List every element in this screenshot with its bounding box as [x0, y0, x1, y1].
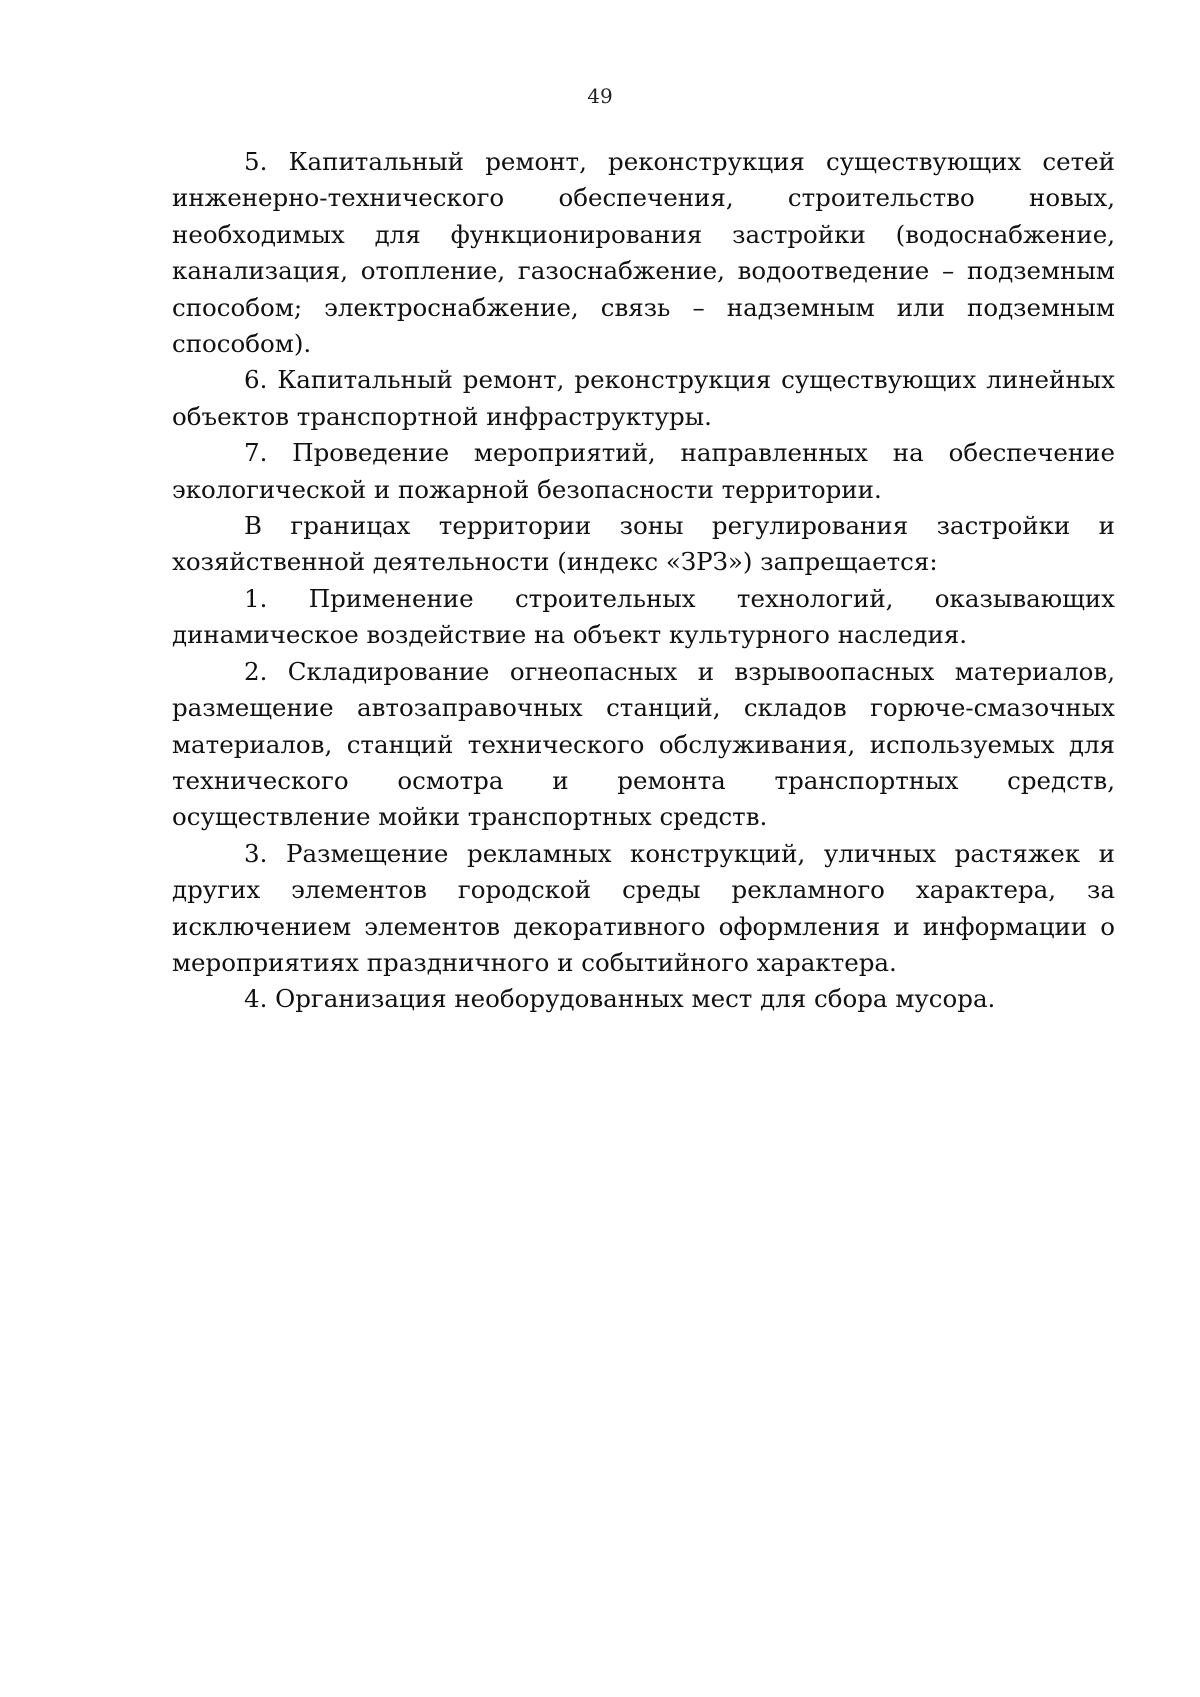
- paragraph-item-5: 5. Капитальный ремонт, реконструкция существующих сетей инженерно-технического обеспечения, строительство новых, необходимых для функционирования застройки (водоснабжение, канализация, отопление, газоснабжение, водоотведение – подземным способом; электроснабжение, связь – надземным или подземным способом).: [172, 147, 1115, 359]
- paragraph-item-6: 6. Капитальный ремонт, реконструкция существующих линейных объектов транспортной инфраструктуры.: [172, 365, 1115, 431]
- paragraph-prohibited-2: 2. Складирование огнеопасных и взрывоопасных материалов, размещение автозаправочных станций, складов горюче-смазочных материалов, станций технического обслуживания, используемых для технического осмотра и ремонта транспортных средств, осуществление мойки транспортных средств.: [172, 656, 1115, 832]
- paragraph-item-7: 7. Проведение мероприятий, направленных на обеспечение экологической и пожарной безопасности территории.: [172, 438, 1115, 504]
- paragraph-prohibited-3: 3. Размещение рекламных конструкций, уличных растяжек и других элементов городской среды рекламного характера, за исключением элементов декоративного оформления и информации о мероприятиях праздничного и событийного характера.: [172, 838, 1115, 977]
- page-number: 49: [587, 84, 613, 108]
- paragraph-zrz-intro: В границах территории зоны регулирования застройки и хозяйственной деятельности (индекс «ЗРЗ») запрещается:: [172, 511, 1115, 577]
- document-body: [172, 144, 1115, 1018]
- paragraph-prohibited-4: 4. Организация необорудованных мест для сбора мусора.: [244, 984, 996, 1014]
- paragraph-prohibited-1: 1. Применение строительных технологий, оказывающих динамическое воздействие на объект культурного наследия.: [172, 583, 1115, 650]
